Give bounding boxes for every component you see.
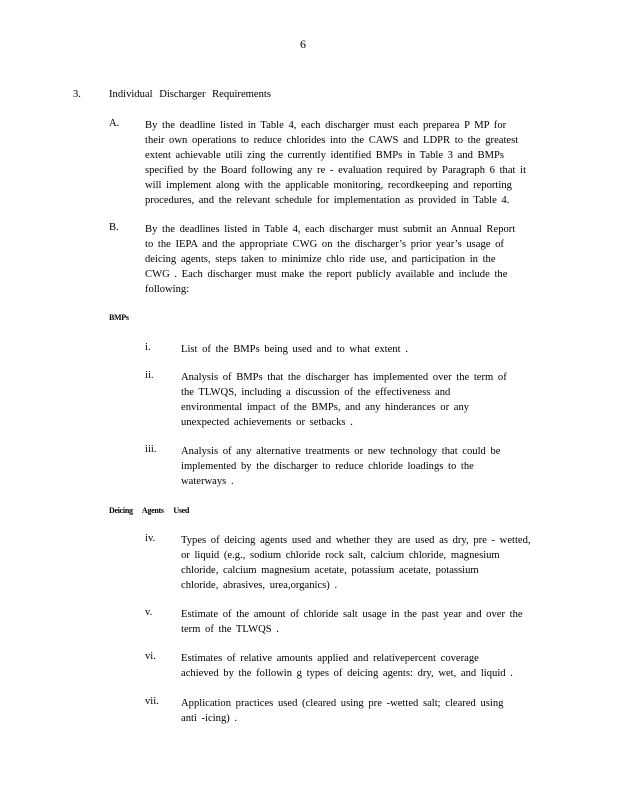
paragraph-line: to the IEPA and the appropriate CWG on the discharger’s prior year’s usage of <box>145 239 504 250</box>
item-numeral: vi. <box>145 651 156 662</box>
list-item <box>181 651 526 681</box>
item-line: Analysis of any alternative treatments or new technology that could be <box>181 446 501 457</box>
item-line: achieved by the followin g types of deicing agents: dry, wet, and liquid . <box>181 668 513 679</box>
item-line: List of the BMPs being used and to what extent . <box>181 344 408 355</box>
item-line: Estimate of the amount of chloride salt usage in the past year and over the <box>181 609 523 620</box>
paragraph-line: By the deadlines listed in Table 4, each discharger must submit an Annual Report <box>145 224 516 235</box>
item-numeral: ii. <box>145 370 154 381</box>
paragraph-line: CWG . Each discharger must make the report publicly available and include the <box>145 269 508 280</box>
item-numeral: v. <box>145 607 153 618</box>
paragraph-line: their own operations to reduce chlorides into the CAWS and LDPR to the greatest <box>145 135 519 146</box>
item-numeral: iii. <box>145 444 157 455</box>
paragraph-b <box>145 222 525 297</box>
paragraph-line: specified by the Board following any re - evaluation required by Paragraph 6 that it <box>145 165 527 176</box>
list-item <box>181 342 531 357</box>
item-line: anti -icing) . <box>181 713 238 724</box>
item-line: chloride, calcium magnesium acetate, potassium acetate, potassium <box>181 565 479 576</box>
paragraph-line: procedures, and the relevant schedule for implementation as provided in Table 4. <box>145 195 510 206</box>
page-number: 6 <box>300 37 306 51</box>
list-item <box>181 533 537 593</box>
paragraph-line: deicing agents, steps taken to minimize chlo ride use, and participation in the <box>145 254 496 265</box>
item-line: Analysis of BMPs that the discharger has implemented over the term of <box>181 372 507 383</box>
item-line: unexpected achievements or setbacks . <box>181 417 353 428</box>
item-line: term of the TLWQS . <box>181 624 279 635</box>
item-numeral: vii. <box>145 696 159 707</box>
paragraph-line: By the deadline listed in Table 4, each discharger must each preparea P MP for <box>145 120 507 131</box>
paragraph-a <box>145 118 535 208</box>
item-line: waterways . <box>181 476 234 487</box>
item-line: or liquid (e.g., sodium chloride rock salt, calcium chloride, magnesium <box>181 550 500 561</box>
subheading-deicing-agents-used: Deicing Agents Used <box>109 506 190 515</box>
section-number: 3. <box>73 89 81 100</box>
item-line: Types of deicing agents used and whether they are used as dry, pre - wetted, <box>181 535 531 546</box>
paragraph-line: extent achievable utili zing the currently identified BMPs in Table 3 and BMPs <box>145 150 505 161</box>
item-line: chloride, abrasives, urea,organics) . <box>181 580 338 591</box>
subheading-bmps: BMPs <box>109 313 129 322</box>
item-line: the TLWQS, including a discussion of the effectiveness and <box>181 387 451 398</box>
paragraph-label-b: B. <box>109 222 119 233</box>
item-line: Application practices used (cleared using pre -wetted salt; cleared using <box>181 698 504 709</box>
section-title: Individual Discharger Requirements <box>109 89 271 100</box>
list-item <box>181 370 523 430</box>
item-line: Estimates of relative amounts applied and relativepercent coverage <box>181 653 479 664</box>
item-line: environmental impact of the BMPs, and any hinderances or any <box>181 402 470 413</box>
list-item <box>181 607 533 637</box>
list-item <box>181 696 519 726</box>
item-numeral: iv. <box>145 533 156 544</box>
paragraph-label-a: A. <box>109 118 120 129</box>
item-numeral: i. <box>145 342 151 353</box>
item-line: implemented by the discharger to reduce chloride loadings to the <box>181 461 474 472</box>
paragraph-line: will implement along with the applicable monitoring, recordkeeping and reporting <box>145 180 512 191</box>
list-item <box>181 444 519 489</box>
paragraph-line: following: <box>145 284 190 295</box>
